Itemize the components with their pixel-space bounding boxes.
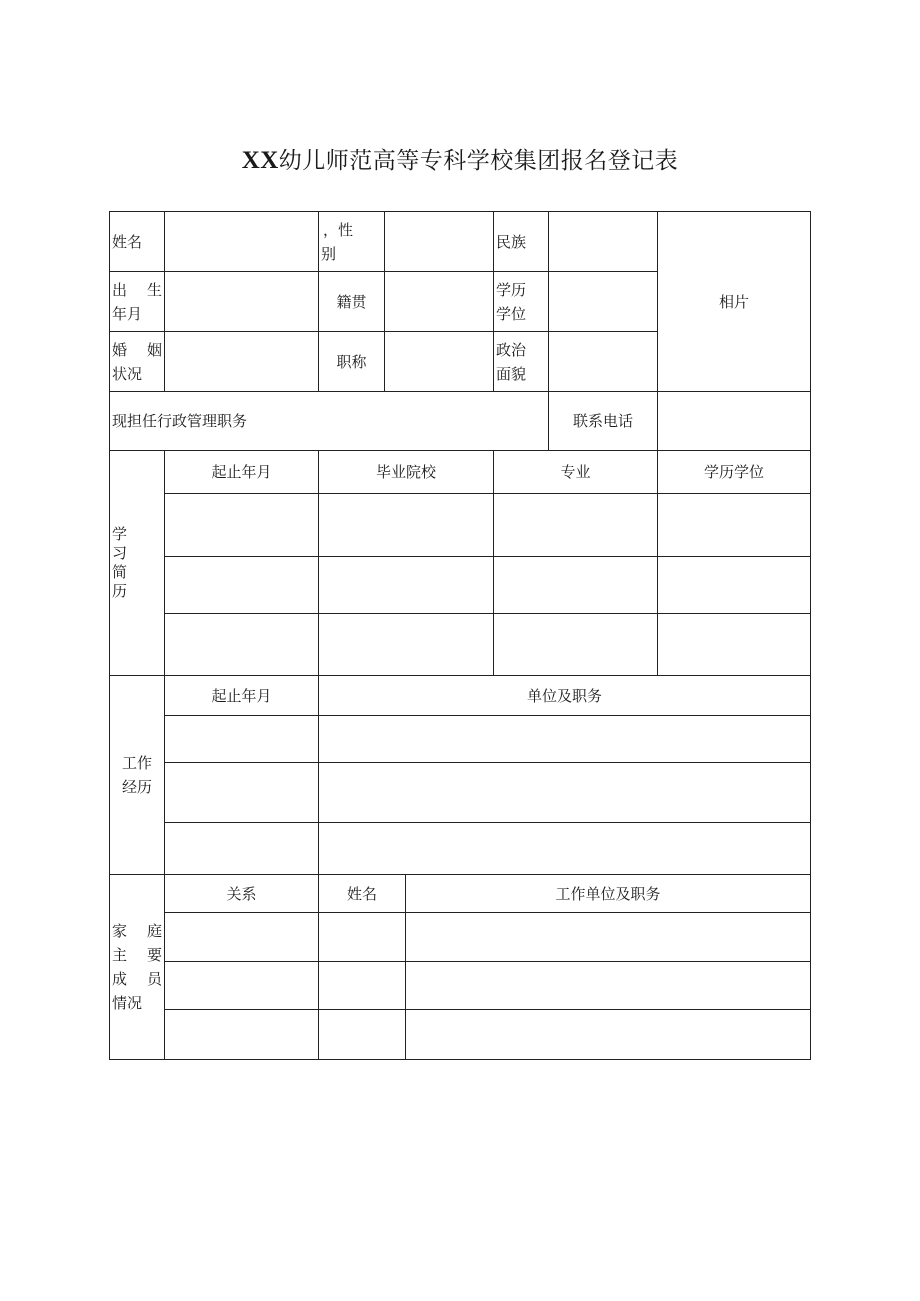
study-header-school: 毕业院校 xyxy=(319,451,494,494)
marital-field[interactable] xyxy=(165,332,319,392)
marital-label xyxy=(110,332,165,392)
study-section-label xyxy=(110,451,165,676)
work-cell[interactable] xyxy=(165,716,319,763)
photo-label: 相片 xyxy=(718,292,749,311)
education-label-line1: 学历 xyxy=(496,280,527,299)
birth-label-a: 出 xyxy=(112,280,128,299)
phone-label: 联系电话 xyxy=(549,392,658,451)
family-label-char: 庭 xyxy=(146,922,162,940)
study-cell[interactable] xyxy=(658,614,810,676)
family-cell[interactable] xyxy=(406,1010,810,1059)
study-cell[interactable] xyxy=(165,614,319,676)
ethnicity-field[interactable] xyxy=(549,212,658,272)
work-header-period: 起止年月 xyxy=(165,676,319,716)
study-cell[interactable] xyxy=(319,614,494,676)
family-cell[interactable] xyxy=(165,962,319,1010)
family-label-char: 要 xyxy=(146,946,162,964)
study-cell[interactable] xyxy=(319,557,494,614)
hometown-label: 籍贯 xyxy=(319,272,385,332)
work-cell[interactable] xyxy=(165,763,319,823)
gender-field[interactable] xyxy=(385,212,494,272)
hometown-field[interactable] xyxy=(385,272,494,332)
family-cell[interactable] xyxy=(406,962,810,1010)
family-label-char: 家 xyxy=(112,922,128,940)
study-label-char: 习 xyxy=(112,544,128,562)
study-cell[interactable] xyxy=(658,494,810,557)
family-header-name: 姓名 xyxy=(319,875,406,913)
gender-label-line2: 别 xyxy=(321,244,337,263)
study-header-period: 起止年月 xyxy=(165,451,319,494)
work-cell[interactable] xyxy=(319,823,810,875)
birth-label-line2: 年月 xyxy=(112,304,143,323)
title-label: 职称 xyxy=(319,332,385,392)
gender-label-line1: ，性 xyxy=(323,220,354,239)
registration-form-table xyxy=(109,211,811,1060)
marital-label-line2: 状况 xyxy=(112,364,143,383)
gender-label xyxy=(319,212,385,272)
work-label-line2: 经历 xyxy=(121,778,152,796)
family-cell[interactable] xyxy=(319,1010,406,1059)
family-cell[interactable] xyxy=(319,913,406,962)
ethnicity-label: 民族 xyxy=(494,212,549,272)
admin-post-label: 现担任行政管理职务 xyxy=(110,392,549,451)
political-field[interactable] xyxy=(549,332,658,392)
work-cell[interactable] xyxy=(165,823,319,875)
study-cell[interactable] xyxy=(494,614,658,676)
birth-field[interactable] xyxy=(165,272,319,332)
family-cell[interactable] xyxy=(165,913,319,962)
family-header-work: 工作单位及职务 xyxy=(406,875,810,913)
family-label-char: 成 xyxy=(112,970,128,988)
family-cell[interactable] xyxy=(406,913,810,962)
study-cell[interactable] xyxy=(165,557,319,614)
work-cell[interactable] xyxy=(319,763,810,823)
name-field[interactable] xyxy=(165,212,319,272)
family-label-char: 员 xyxy=(146,970,162,988)
photo-box[interactable] xyxy=(658,212,810,392)
family-cell[interactable] xyxy=(165,1010,319,1059)
education-field[interactable] xyxy=(549,272,658,332)
education-label xyxy=(494,272,549,332)
family-header-relation: 关系 xyxy=(165,875,319,913)
political-label-line1: 政治 xyxy=(496,340,527,359)
birth-label xyxy=(110,272,165,332)
title-field[interactable] xyxy=(385,332,494,392)
political-label xyxy=(494,332,549,392)
study-header-major: 专业 xyxy=(494,451,658,494)
study-cell[interactable] xyxy=(494,494,658,557)
work-label-line1: 工作 xyxy=(121,754,152,772)
family-label-char: 主 xyxy=(112,946,128,964)
title-text: 幼儿师范高等专科学校集团报名登记表 xyxy=(278,148,679,174)
phone-field[interactable] xyxy=(658,392,810,451)
study-header-degree: 学历学位 xyxy=(658,451,810,494)
marital-label-b: 姻 xyxy=(146,340,162,359)
title-prefix: XX xyxy=(241,147,279,174)
family-label-line4: 情况 xyxy=(112,994,143,1012)
study-label-char: 学 xyxy=(112,525,128,543)
study-cell[interactable] xyxy=(319,494,494,557)
family-section-label xyxy=(110,875,165,1059)
name-label: 姓名 xyxy=(110,212,165,272)
form-title xyxy=(0,142,920,175)
work-header-unit: 单位及职务 xyxy=(319,676,810,716)
work-cell[interactable] xyxy=(319,716,810,763)
political-label-line2: 面貌 xyxy=(496,364,527,383)
study-label-char: 简 xyxy=(112,563,128,581)
marital-label-a: 婚 xyxy=(112,340,128,359)
study-cell[interactable] xyxy=(658,557,810,614)
work-section-label xyxy=(110,676,165,875)
study-cell[interactable] xyxy=(165,494,319,557)
birth-label-b: 生 xyxy=(146,280,162,299)
study-label-char: 历 xyxy=(112,582,128,600)
study-cell[interactable] xyxy=(494,557,658,614)
family-cell[interactable] xyxy=(319,962,406,1010)
education-label-line2: 学位 xyxy=(496,304,527,323)
